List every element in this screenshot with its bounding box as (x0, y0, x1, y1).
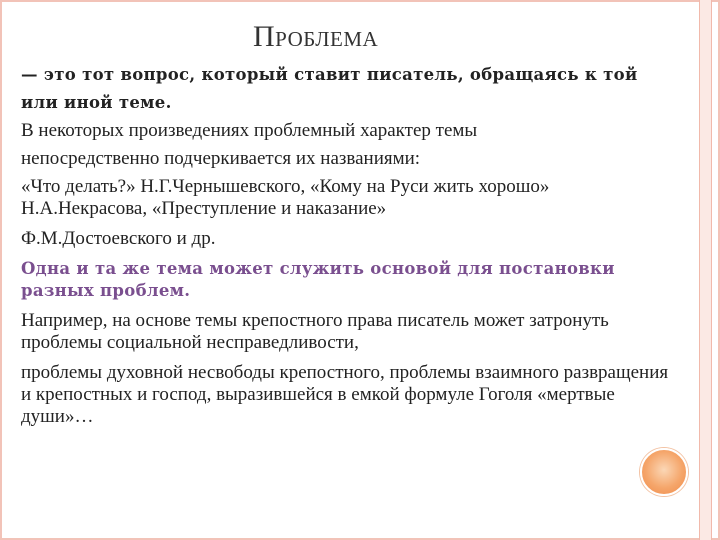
examples-tail: Ф.М.Достоевского и др. (21, 228, 216, 249)
definition-line-1: — это тот вопрос, который ставит писатель, обращаясь к той (21, 65, 638, 84)
title-initial: П (253, 20, 276, 53)
example-paragraph-1: Например, на основе темы крепостного права писатель может затронуть проблемы социальной несправедливости, (21, 310, 609, 353)
body-line-2: непосредственно подчеркивается их названиями: (21, 148, 421, 169)
slide-title (253, 20, 378, 54)
decorative-circle-icon (640, 448, 688, 496)
title-rest: РОБЛЕМА (275, 27, 379, 51)
body-line-1: В некоторых произведениях проблемный характер темы (21, 120, 478, 141)
slide-body (21, 64, 671, 428)
example-paragraph-2: проблемы духовной несвободы крепостного, проблемы взаимного развращения и крепостных и господ, выразившейся в емкой формуле Гоголя «мертвые души»… (21, 362, 669, 427)
decorative-side-band (699, 0, 712, 540)
definition-line-2: или иной теме. (21, 93, 172, 112)
key-statement: Одна и та же тема может служить основой для постановки разных проблем. (21, 259, 615, 300)
examples-paragraph: «Что делать?» Н.Г.Чернышевского, «Кому на Руси жить хорошо» Н.А.Некрасова, «Преступление и наказание» (21, 176, 550, 219)
